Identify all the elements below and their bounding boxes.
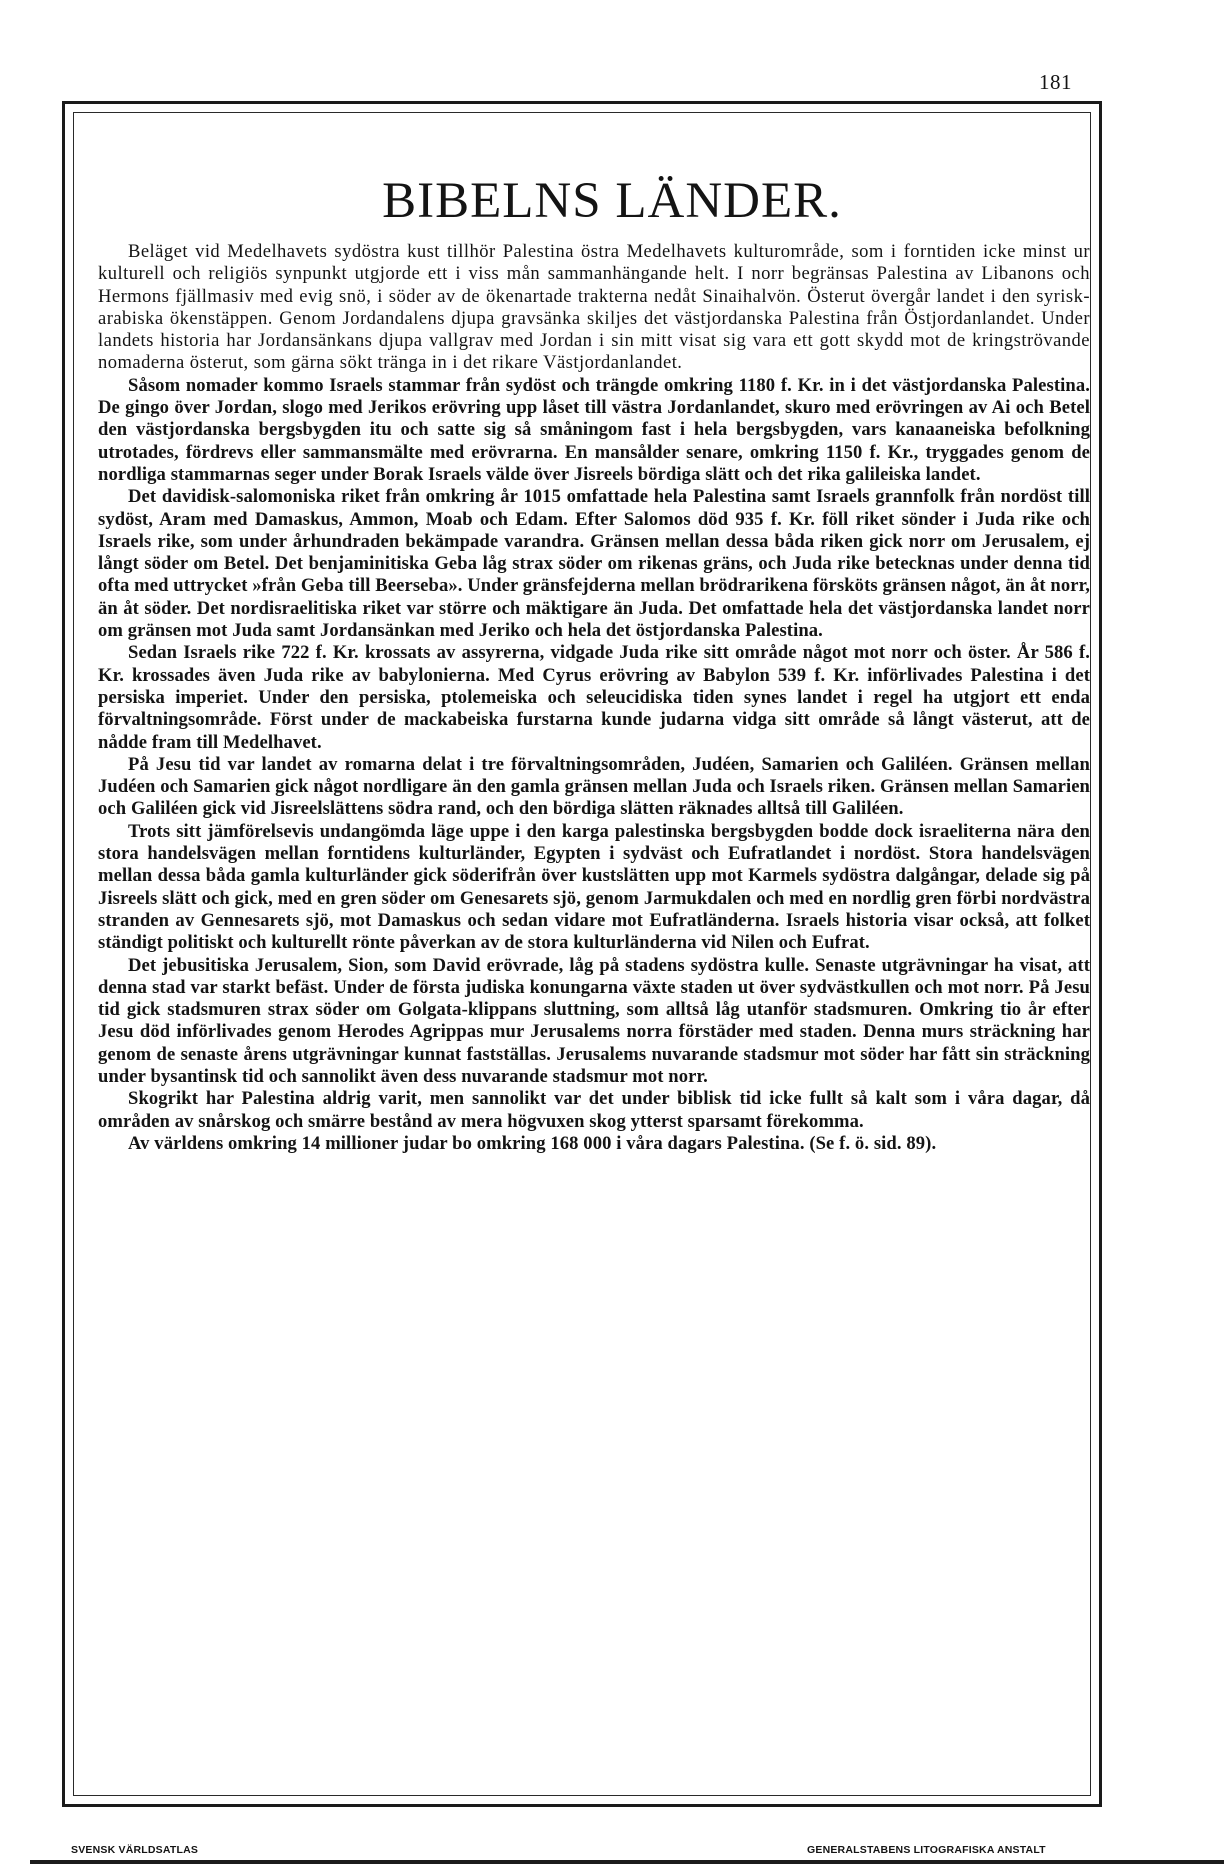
footer-printer: GENERALSTABENS LITOGRAFISKA ANSTALT [807,1844,1046,1856]
page-number: 181 [1039,70,1072,94]
paragraph: Det jebusitiska Jerusalem, Sion, som David erövrade, låg på stadens sydöstra kulle. Senaste utgrävningar ha visat, att denna stad var starkt befäst. Under de första judiska konungarna växte staden ut över sydvästkullen och mot norr. På Jesu tid gick stadsmuren strax söder om Golgata-klippans sluttning, som alltså låg utanför stadsmuren. Omkring tio år efter Jesu död införlivades genom Herodes Agrippas mur Jerusalems norra förstäder med staden. Denna murs sträckning har genom de senaste årens utgrävningar kunnat fastställas. Jerusalems nuvarande stadsmur mot söder har fått sin sträckning under bysantinsk tid och sannolikt även dess nuvarande stadsmur mot norr. [98,954,1090,1087]
paragraph: Såsom nomader kommo Israels stammar från sydöst och trängde omkring 1180 f. Kr. in i det västjordanska Palestina. De gingo över Jordan, slogo med Jerikos erövring upp låset till västra Jordanlandet, skuro med erövringen av Ai och Betel den västjordanska bergsbygden itu och satte sig så småningom fast i hela bergsbygden, vars kanaaneiska befolkning utrotades, fördrevs eller sammansmälte med erövrarna. En mansålder senare, omkring 1150 f. Kr., tryggades genom de nordliga stammarnas seger under Borak Israels välde över Jisreels bördiga slätt och det rika galileiska landet. [98,374,1090,485]
paragraph: Sedan Israels rike 722 f. Kr. krossats av assyrerna, vidgade Juda rike sitt område något mot norr och öster. År 586 f. Kr. krossades även Juda rike av babylonierna. Med Cyrus erövring av Babylon 539 f. Kr. införlivades Palestina i det persiska imperiet. Under den persiska, ptolemeiska och seleucidiska tiden synes landet i regel ha utgjort ett enda förvaltningsområde. Först under de mackabeiska furstarna kunde judarna vidga sitt område så långt västerut, att de nådde fram till Medelhavet. [98,642,1090,753]
paragraph: Av världens omkring 14 millioner judar bo omkring 168 000 i våra dagars Palestina. (Se f. ö. sid. 89). [128,1132,937,1154]
paragraph: På Jesu tid var landet av romarna delat i tre förvaltningsområden, Judéen, Samarien och Galiléen. Gränsen mellan Judéen och Samarien gick något nordligare än den gamla gränsen mellan Juda och Israels riken. Gränsen mellan Samarien och Galiléen gick vid Jisreelslättens södra rand, och den bördiga slätten räknades alltså till Galiléen. [98,753,1090,820]
bottom-rule [30,1860,1224,1864]
page-title: BIBELNS LÄNDER. [382,173,842,229]
paragraph: Det davidisk-salomoniska riket från omkring år 1015 omfattade hela Palestina samt Israels grannfolk från nordöst till sydöst, Aram med Damaskus, Ammon, Moab och Edam. Efter Salomos död 935 f. Kr. föll riket sönder i Juda rike och Israels rike, som under århundraden bekämpade varandra. Gränsen mellan dessa båda riken gick norr om Jerusalem, ej långt söder om Betel. Det benjaminitiska Geba låg strax söder om rikenas gräns, och Juda rike betecknas under denna tid ofta med uttrycket »från Geba till Beerseba». Under gränsfejderna mellan brödrarikena försköts gränsen något, än åt norr, än åt söder. Det nordisraelitiska riket var större och mäktigare än Juda. Det omfattade hela det västjordanska landet norr om gränsen mot Juda samt Jordansänkan med Jeriko och hela det östjordanska Palestina. [98,486,1090,642]
paragraph: Trots sitt jämförelsevis undangömda läge uppe i den karga palestinska bergsbygden bodde dock israeliterna nära den stora handelsvägen mellan forntidens kulturländer, Egypten i sydväst och Eufratlandet i nordöst. Stora handelsvägen mellan dessa båda gamla kulturländer gick söderifrån över kustslätten upp mot Karmels sydöstra dalgångar, delade sig på Jisreels slätt och gick, med en gren söder om Genesarets sjö, genom Jarmukdalen och med en nordlig gren förbi nordvästra stranden av Gennesarets sjö, mot Damaskus och sedan vidare mot Eufratländerna. Israels historia visar också, att folket ständigt politiskt och kulturellt rönte påverkan av de stora kulturländerna vid Nilen och Eufrat. [98,820,1090,954]
article-body [98,241,1090,1155]
footer-publisher: SVENSK VÄRLDSATLAS [71,1844,199,1856]
paragraph: Skogrikt har Palestina aldrig varit, men sannolikt var det under biblisk tid icke fullt så kalt som i våra dagar, då områden av snårskog och smärre bestånd av mera högvuxen skog ytterst sparsamt förekomma. [98,1088,1090,1132]
paragraph-intro: Beläget vid Medelhavets sydöstra kust tillhör Palestina östra Medelhavets kulturområde, som i forntiden icke minst ur kulturell och religiös synpunkt utgjorde ett i viss mån sammanhängande helt. I norr begränsas Palestina av Libanons och Hermons fjällmasiv med evig snö, i söder av de ökenartade trakterna nedåt Sinaihalvön. Österut övergår landet i den syrisk-arabiska ökenstäppen. Genom Jordandalens djupa gravsänka skiljes det västjordanska Palestina från Östjordanlandet. Under landets historia har Jordansänkans djupa vallgrav med Jordan i sin mitt visat sig vara ett gott skydd mot de kringströvande nomaderna österut, som gärna sökt tränga in i det rikare Västjordanlandet. [98,241,1090,374]
